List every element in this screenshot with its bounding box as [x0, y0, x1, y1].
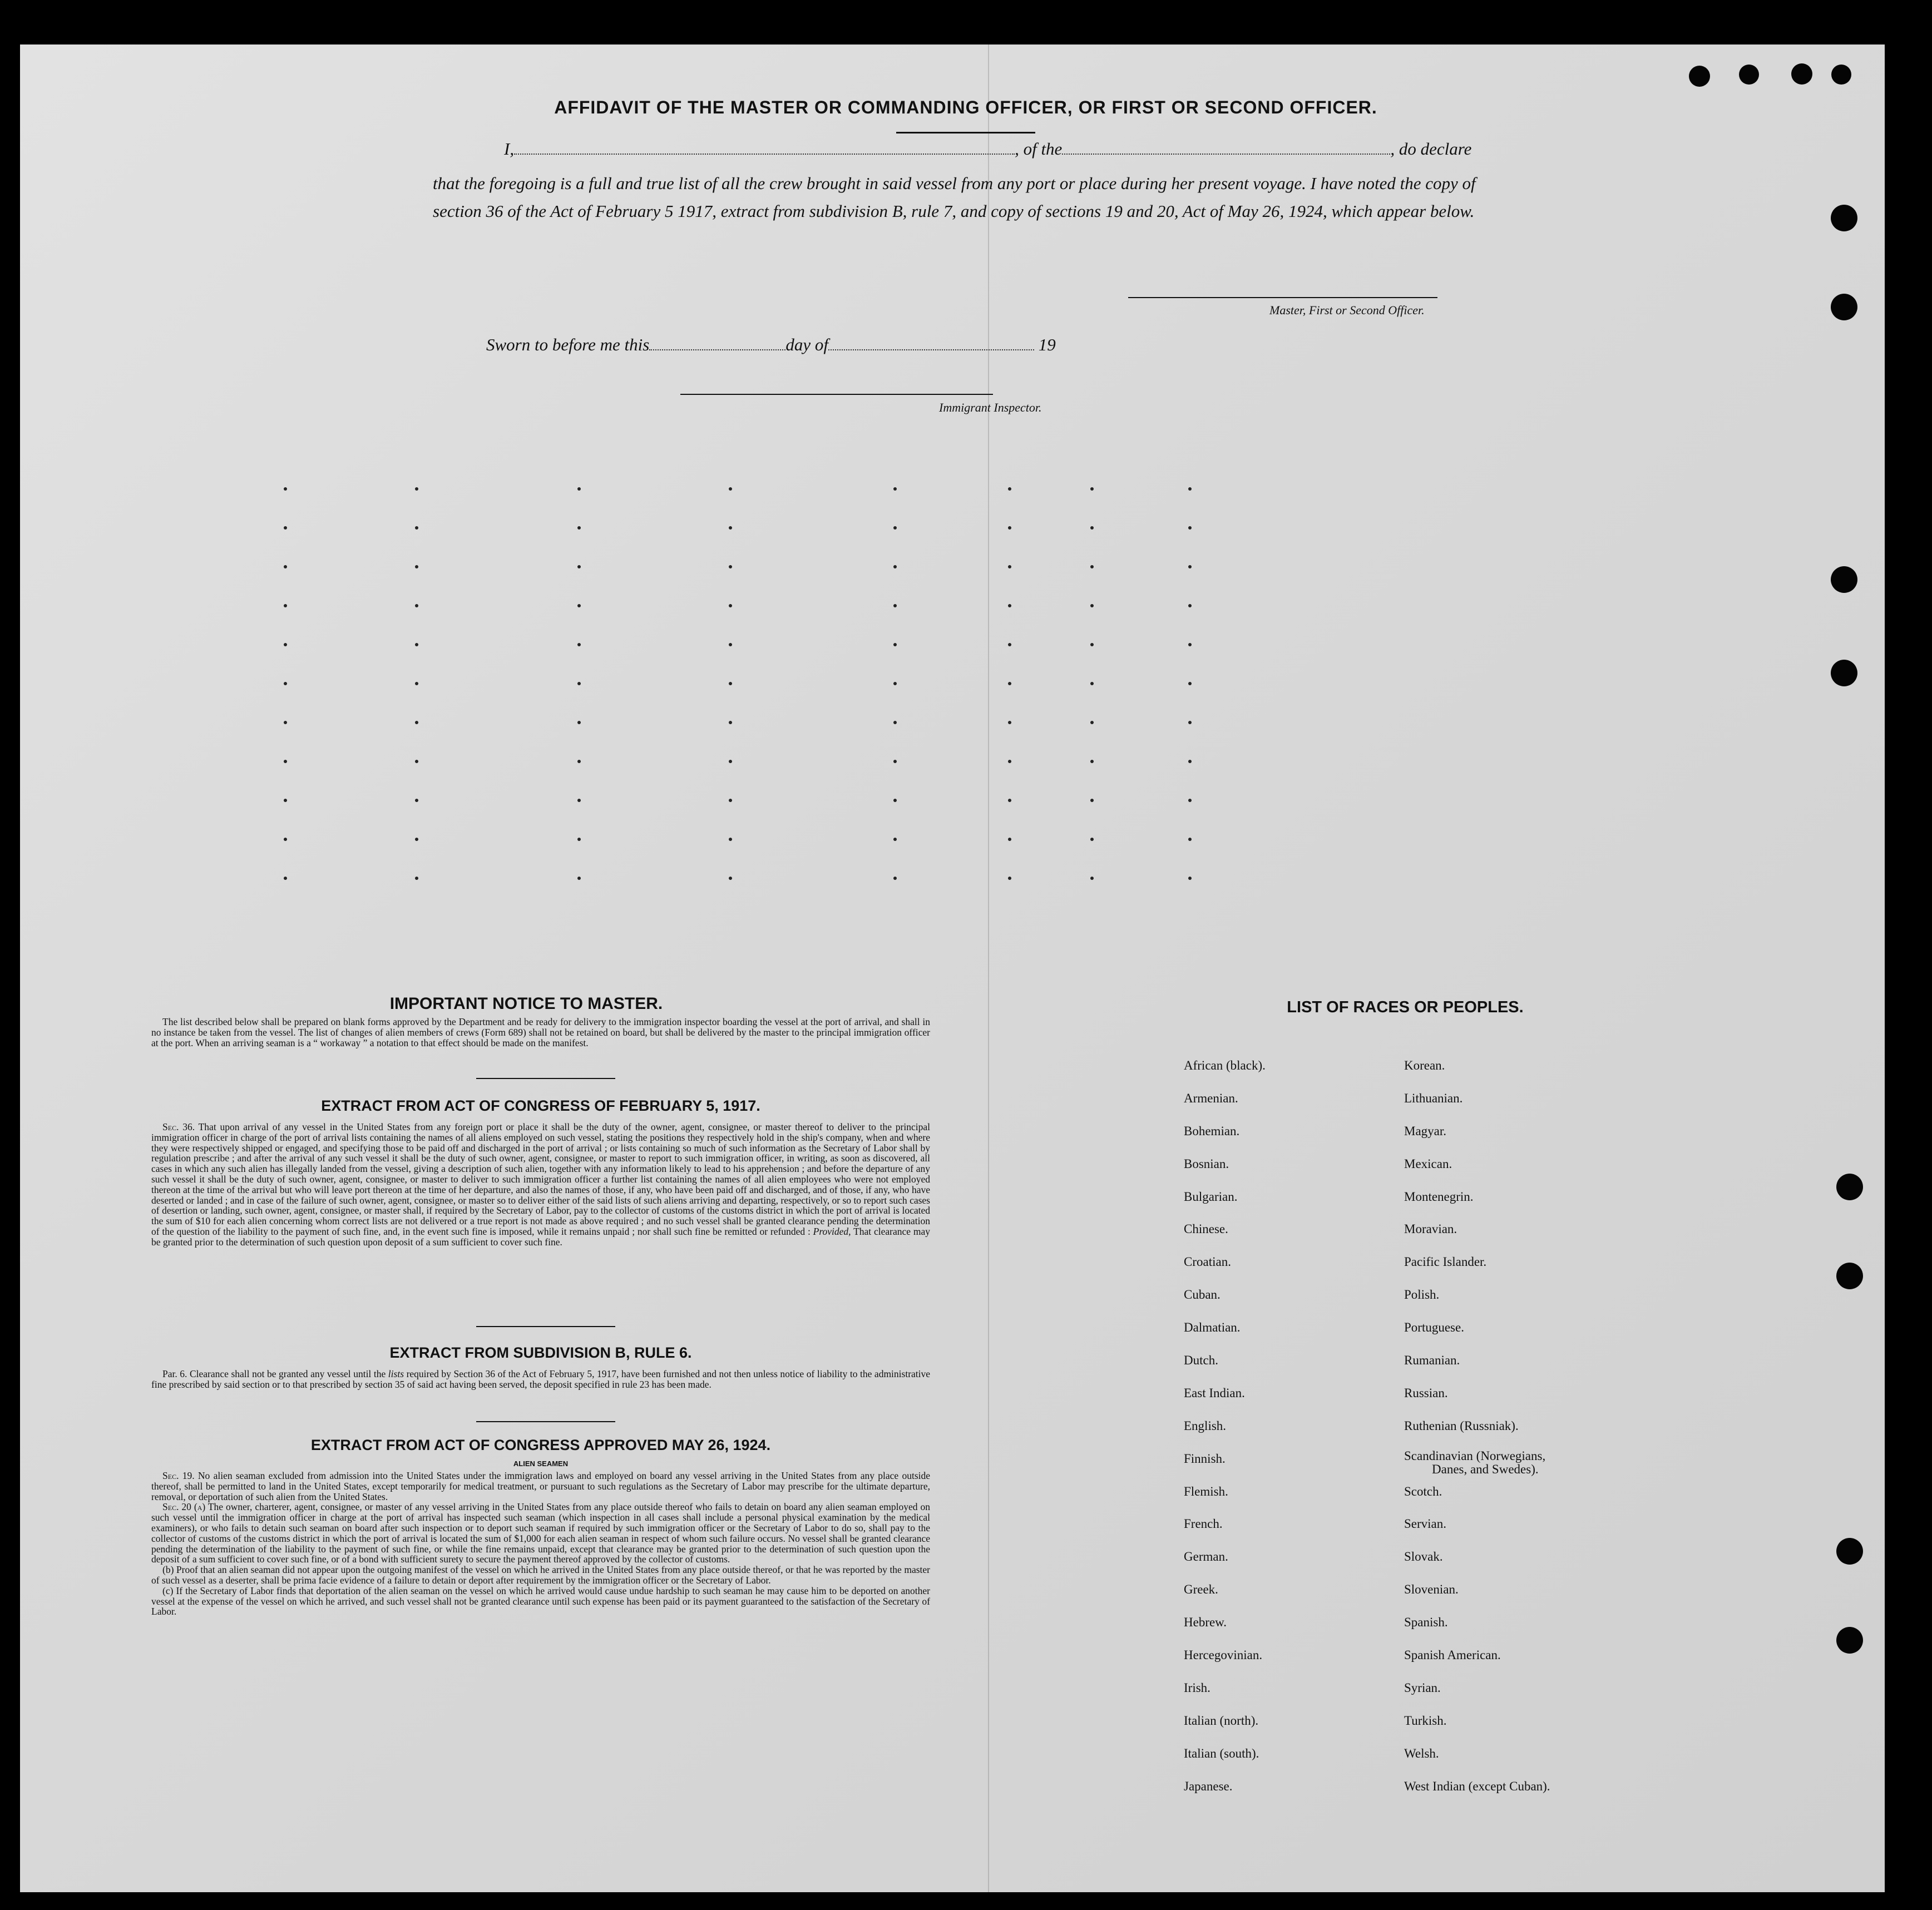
grid-dot: [1188, 721, 1192, 724]
binding-hole: [1791, 63, 1812, 85]
grid-dot: [893, 487, 897, 491]
grid-dot: [1188, 526, 1192, 530]
grid-dot: [1008, 526, 1011, 530]
sec20c-text: (c) If the Secretary of Labor finds that deportation of the alien seaman on the vessel on which he arrived would cause undue hardship to such seaman he may cause him to be deported on another vessel at the expense of the vessel on which he arrived, and such vessel shall not be granted clearance until such expense has been paid or its payment guaranteed to the satisfaction of the Secretary of Labor.: [151, 1585, 930, 1617]
sworn-month-field[interactable]: [828, 349, 1034, 350]
grid-dot: [1008, 721, 1011, 724]
grid-dot: [415, 682, 418, 685]
grid-dot: [415, 838, 418, 841]
grid-dot: [1008, 760, 1011, 763]
extract-1917-heading: EXTRACT FROM ACT OF CONGRESS OF FEBRUARY 5, 1917.: [321, 1097, 760, 1114]
notice-text: The list described below shall be prepared on blank forms approved by the Department and be ready for delivery to the immigration inspector boarding the vessel at the port of arrival, and shall in no instance be taken from the vessel. The list of changes of alien members of crews (Form 689) shall not be retained on board, but shall be delivered by the master to the principal immigration officer at the port. When an arriving seaman is a “ workaway ” a notation to that effect should be made on the manifest.: [151, 1016, 930, 1048]
provided-label: Provided,: [813, 1225, 851, 1237]
notice-body: [151, 1017, 930, 1048]
grid-dot: [415, 799, 418, 802]
grid-dot: [1188, 760, 1192, 763]
grid-dot: [1008, 643, 1011, 646]
sec36-label: Sec. 36.: [162, 1121, 195, 1132]
race-item: Dutch.: [1184, 1353, 1218, 1368]
declarant-line: [504, 139, 1505, 159]
race-item: Pacific Islander.: [1404, 1255, 1487, 1269]
grid-dot: [893, 565, 897, 568]
grid-dot: [729, 565, 732, 568]
grid-dot: [415, 760, 418, 763]
grid-dot: [1090, 487, 1094, 491]
grid-dot: [1090, 643, 1094, 646]
grid-dot: [1008, 487, 1011, 491]
grid-dot: [893, 643, 897, 646]
race-item: Korean.: [1404, 1058, 1445, 1072]
grid-dot: [415, 604, 418, 607]
race-item: Mexican.: [1404, 1156, 1452, 1171]
grid-dot: [577, 682, 581, 685]
grid-dot: [893, 526, 897, 530]
extract-1924-heading: EXTRACT FROM ACT OF CONGRESS APPROVED MAY 26, 1924.: [310, 1437, 771, 1453]
race-item: Spanish.: [1404, 1615, 1448, 1630]
grid-dot: [577, 799, 581, 802]
binding-hole: [1831, 294, 1857, 320]
race-item: Bulgarian.: [1184, 1189, 1238, 1204]
race-item: Montenegrin.: [1404, 1189, 1474, 1204]
race-item: African (black).: [1184, 1058, 1266, 1072]
race-item: Greek.: [1184, 1582, 1218, 1597]
grid-dot: [284, 487, 287, 491]
sec20-label: Sec. 20 (a): [162, 1501, 206, 1513]
race-item: Japanese.: [1184, 1779, 1233, 1793]
grid-dot: [1008, 799, 1011, 802]
binding-hole: [1836, 1263, 1863, 1289]
extract-1917-separator: [476, 1326, 615, 1327]
grid-dot: [1188, 682, 1192, 685]
binding-hole: [1836, 1627, 1863, 1654]
grid-dot: [415, 526, 418, 530]
grid-dot: [577, 838, 581, 841]
grid-dot: [729, 682, 732, 685]
grid-dot: [577, 877, 581, 880]
race-item: Scandinavian (Norwegians, Danes, and Swedes).: [1404, 1448, 1546, 1476]
extract-1917-body: [151, 1122, 930, 1248]
grid-dot: [729, 643, 732, 646]
title-underline: [896, 132, 1035, 133]
binding-hole: [1836, 1174, 1863, 1200]
races-column-2: [1404, 1050, 1550, 1803]
sworn-day-field[interactable]: [649, 349, 785, 350]
par6-text-2: required by Section 36 of the Act of February 5, 1917, have been furnished and not then unless notice of liability to the administrative fine prescribed by said section or to that prescribed by section 35 of said act having been served, the deposit specified in rule 23 has been made.: [151, 1368, 931, 1390]
race-item: Slovak.: [1404, 1550, 1443, 1564]
extract-1924-body: [151, 1471, 930, 1617]
grid-dot: [1188, 799, 1192, 802]
document-sheet: [20, 44, 1885, 1892]
race-item: Italian (north).: [1184, 1713, 1259, 1728]
binding-hole: [1831, 660, 1857, 686]
sec19-label: Sec. 19.: [162, 1470, 195, 1481]
extract-rule-separator: [476, 1421, 615, 1422]
year-prefix: 19: [1038, 335, 1056, 354]
race-item: Bosnian.: [1184, 1156, 1229, 1171]
grid-dot: [893, 877, 897, 880]
grid-dot: [1090, 604, 1094, 607]
grid-dot: [729, 799, 732, 802]
race-item-continuation: Danes, and Swedes).: [1432, 1462, 1539, 1476]
grid-dot: [1090, 565, 1094, 568]
grid-dot: [893, 838, 897, 841]
extract-rule-body: [151, 1369, 930, 1390]
grid-dot: [577, 721, 581, 724]
grid-dot: [415, 487, 418, 491]
grid-dot: [1090, 838, 1094, 841]
of-the-label: , of the: [1015, 139, 1063, 159]
grid-dot: [284, 526, 287, 530]
grid-dot: [893, 760, 897, 763]
grid-dot: [577, 760, 581, 763]
declaration-text: that the foregoing is a full and true list of all the crew brought in said vessel from any port or place during her present voyage. I have noted the copy of section 36 of the Act of February 5 1917, extract from subdivision B, rule 7, and copy of sections 19 and 20, Act of May 26, 1924, which appear below.: [433, 174, 1476, 221]
signature-label: Master, First or Second Officer.: [1269, 303, 1425, 317]
race-item: Cuban.: [1184, 1288, 1221, 1302]
grid-dot: [1188, 643, 1192, 646]
declarant-name-field[interactable]: [514, 154, 1015, 155]
race-item: Bohemian.: [1184, 1124, 1240, 1138]
grid-dot: [284, 760, 287, 763]
grid-dot: [729, 487, 732, 491]
binding-hole: [1739, 65, 1759, 85]
race-item: East Indian.: [1184, 1386, 1245, 1400]
binding-hole: [1689, 66, 1710, 87]
race-item: Dalmatian.: [1184, 1320, 1241, 1335]
notice-heading: IMPORTANT NOTICE TO MASTER.: [389, 994, 663, 1013]
do-declare-label: , do declare: [1390, 139, 1472, 159]
grid-dot: [577, 565, 581, 568]
binding-hole: [1836, 1538, 1863, 1565]
race-item: Flemish.: [1184, 1484, 1228, 1498]
grid-dot: [284, 721, 287, 724]
race-item: Rumanian.: [1404, 1353, 1460, 1368]
grid-dot: [1008, 838, 1011, 841]
grid-dot: [1090, 721, 1094, 724]
race-item: English.: [1184, 1418, 1227, 1433]
lists-word: lists: [388, 1368, 404, 1379]
grid-dot: [1008, 682, 1011, 685]
race-item: Irish.: [1184, 1680, 1210, 1695]
fold-line: [988, 44, 989, 1892]
race-item: Portuguese.: [1404, 1320, 1464, 1335]
grid-dot: [284, 877, 287, 880]
race-item: Turkish.: [1404, 1713, 1447, 1728]
race-item: Syrian.: [1404, 1680, 1441, 1695]
grid-dot: [415, 643, 418, 646]
grid-dot: [1090, 799, 1094, 802]
grid-dot: [1090, 682, 1094, 685]
grid-dot: [577, 604, 581, 607]
grid-dot: [284, 838, 287, 841]
races-heading: LIST OF RACES OR PEOPLES.: [1287, 998, 1524, 1016]
grid-dot: [1188, 565, 1192, 568]
race-item: Scotch.: [1404, 1484, 1442, 1498]
grid-dot: [577, 526, 581, 530]
race-item: German.: [1184, 1550, 1228, 1564]
grid-dot: [1090, 526, 1094, 530]
race-item: Servian.: [1404, 1517, 1447, 1531]
i-prefix: I,: [504, 139, 515, 159]
grid-dot: [1188, 487, 1192, 491]
race-item: Magyar.: [1404, 1124, 1447, 1138]
sec36-text: That upon arrival of any vessel in the United States from any foreign port or place it shall be the duty of the owner, agent, consignee, or master thereof to deliver to the principal immigration officer in charge of the port of arrival lists containing the names of all aliens employed on such vessel, stating the positions they respectively hold in the ship's company, when and where they were respectively shipped or engaged, and specifying those to be paid off and discharged in the port of arrival ; or lists containing so much of such information as the Secretary of Labor shall by regulation prescribe ; and after the arrival of any such vessel it shall be the duty of such owner, agent, consignee, or master to report to such immigration officer, in writing, as soon as discovered, all cases in which any such alien has illegally landed from the vessel, giving a description of such alien, together with any information likely to lead to his apprehension ; and before the departure of any such vessel it shall be the duty of such owner, agent, consignee, or master to deliver to such immigration officer a further list containing the names of all alien employees who were not employed thereon at the time of the arrival but who will leave port thereon at the time of her departure, and also the names of those, if any, who have been paid off and discharged, and of those, if any, who have deserted or landed ; and in case of the failure of such owner, agent, consignee, or master so to deliver either of the said lists of such aliens arriving and departing, respectively, or so to report such cases of desertion or landing, such owner, agent, consignee, or master shall, if required by the Secretary of Labor, pay to the collector of customs of the customs district in which the port of arrival is located the sum of $10 for each alien concerning whom correct lists are not delivered or a true report is not made as above required ; and no such vessel shall be granted clearance pending the determination of the question of the liability to the payment of such fine, and, in the event such fine is imposed, while it remains unpaid ; nor shall such fine be remitted or refunded :: [151, 1121, 930, 1237]
signature-line: [1128, 297, 1437, 298]
grid-dot: [729, 604, 732, 607]
sworn-prefix: Sworn to before me this: [486, 335, 650, 354]
binding-hole: [1831, 65, 1851, 85]
sworn-line: [486, 335, 1056, 355]
grid-dot: [284, 604, 287, 607]
grid-dot: [893, 604, 897, 607]
race-item: Lithuanian.: [1404, 1091, 1463, 1105]
race-item: Finnish.: [1184, 1451, 1226, 1466]
race-item: West Indian (except Cuban).: [1404, 1779, 1550, 1793]
binding-hole: [1831, 205, 1857, 231]
races-column-1: [1184, 1050, 1266, 1803]
grid-dot: [1008, 565, 1011, 568]
grid-dot: [729, 760, 732, 763]
notice-separator: [476, 1078, 615, 1079]
day-of-label: day of: [785, 335, 828, 354]
race-item: Russian.: [1404, 1386, 1448, 1400]
grid-dot: [729, 877, 732, 880]
race-item: Croatian.: [1184, 1255, 1231, 1269]
grid-dot: [284, 643, 287, 646]
race-item: French.: [1184, 1517, 1223, 1531]
race-item: Armenian.: [1184, 1091, 1238, 1105]
inspector-label: Immigrant Inspector.: [939, 400, 1042, 414]
grid-dot: [1188, 838, 1192, 841]
grid-dot: [284, 565, 287, 568]
race-item: Hercegovinian.: [1184, 1648, 1263, 1662]
par6-text-1: Clearance shall not be granted any vessel until the: [189, 1368, 386, 1379]
race-item: Slovenian.: [1404, 1582, 1459, 1597]
sec20b-text: (b) Proof that an alien seaman did not appear upon the outgoing manifest of the vessel on which he arrived in the United States from any place outside thereof, or that he was reported by the master of such vessel as a deserter, shall be prima facie evidence of a failure to detain or deport after requirement by the immigration officer or the Secretary of Labor.: [151, 1564, 930, 1586]
race-item: Welsh.: [1404, 1746, 1439, 1760]
grid-dot: [415, 721, 418, 724]
race-item: Ruthenian (Russniak).: [1404, 1418, 1519, 1433]
sec19-text: No alien seaman excluded from admission into the United States under the immigration laws and employed on board any vessel arriving in the United States from any place outside thereof, shall be permitted to land in the United States, except temporarily for medical treatment, or pursuant to such regulations as the Secretary of Labor may prescribe for the ultimate departure, removal, or deportation of such alien from the United States.: [151, 1470, 931, 1502]
par6-label: Par. 6.: [162, 1368, 187, 1379]
grid-dot: [577, 643, 581, 646]
sec20a-text: The owner, charterer, agent, consignee, or master of any vessel arriving in the United States from any place outside thereof who fails to detain on board any alien seaman employed on such vessel until the immigration officer in charge at the port of arrival has inspected such seaman (which inspection in all cases shall include a personal physical examination by the medical examiners), or who fails to detain such seaman on board after such inspection or to deport such seaman if required by such immigration officer or the Secretary of Labor to do so, shall pay to the collector of customs of the customs district in which the port of arrival is located the sum of $1,000 for each alien seaman in respect of whom such failure occurs. No vessel shall be granted clearance pending the determination of the liability to the payment of such fine, or while the fine remains unpaid, except that clearance may be granted prior to the determination of such question upon the deposit of a sum sufficient to cover such fine, or of a bond with sufficient surety to secure the payment thereof approved by the collector of customs.: [151, 1501, 931, 1565]
binding-hole: [1831, 566, 1857, 593]
grid-dot: [1188, 604, 1192, 607]
grid-dot: [284, 799, 287, 802]
race-item: Moravian.: [1404, 1222, 1457, 1236]
grid-dot: [893, 682, 897, 685]
grid-dot: [1188, 877, 1192, 880]
race-item: Polish.: [1404, 1288, 1440, 1302]
grid-dot: [1008, 877, 1011, 880]
race-item: Spanish American.: [1404, 1648, 1501, 1662]
grid-dot: [415, 565, 418, 568]
grid-dot: [893, 799, 897, 802]
grid-dot: [729, 526, 732, 530]
provided-text: That clearance may be granted prior to the determination of such question upon deposit of a sum sufficient to cover such fine.: [151, 1225, 931, 1248]
race-item: Chinese.: [1184, 1222, 1228, 1236]
grid-dot: [893, 721, 897, 724]
vessel-name-field[interactable]: [1062, 154, 1390, 155]
race-item: Italian (south).: [1184, 1746, 1259, 1760]
grid-dot: [284, 682, 287, 685]
grid-dot: [729, 838, 732, 841]
grid-dot: [1090, 760, 1094, 763]
extract-rule-heading: EXTRACT FROM SUBDIVISION B, RULE 6.: [389, 1344, 692, 1361]
grid-dot: [729, 721, 732, 724]
inspector-signature-line: [680, 394, 993, 395]
race-item: Hebrew.: [1184, 1615, 1227, 1630]
grid-dot: [1090, 877, 1094, 880]
affidavit-title: AFFIDAVIT OF THE MASTER OR COMMANDING OFFICER, OR FIRST OR SECOND OFFICER.: [554, 97, 1377, 117]
grid-dot: [577, 487, 581, 491]
alien-seamen-subheading: ALIEN SEAMEN: [513, 1459, 569, 1468]
grid-dot: [1008, 604, 1011, 607]
grid-dot: [415, 877, 418, 880]
